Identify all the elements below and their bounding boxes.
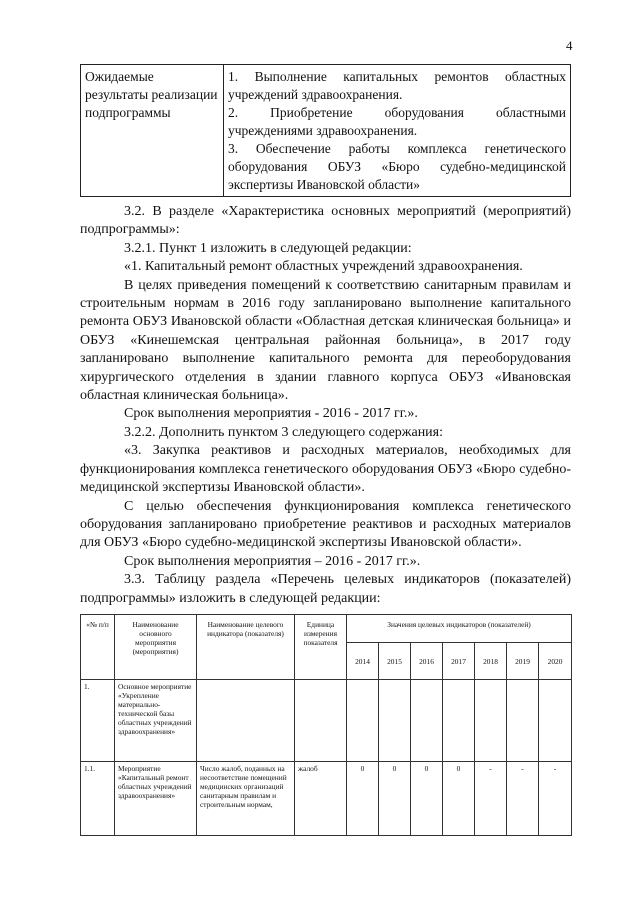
paragraph: 3.2.1. Пункт 1 изложить в следующей редакции: — [124, 240, 412, 256]
row-indicator: Число жалоб, поданных на несоответствие помещений медицинских организаций санитарным правилам и строительным нормам, — [197, 762, 295, 836]
paragraph: «3. Закупка реактивов и расходных материалов, необходимых для функционирования комплекса генетического оборудования ОБУЗ «Бюро судебно-медицинской экспертизы Ивановской области». — [80, 443, 571, 496]
indicators-table — [80, 614, 572, 836]
header-year: 2014 — [347, 643, 379, 680]
row-value — [411, 680, 443, 762]
table-header-row — [81, 615, 572, 643]
paragraph: «1. Капитальный ремонт областных учреждений здравоохранения. — [124, 259, 523, 275]
paragraph: 3.3. Таблицу раздела «Перечень целевых индикаторов (показателей) подпрограммы» изложить в следующей редакции: — [80, 572, 571, 606]
header-year: 2020 — [539, 643, 572, 680]
paragraph: Срок выполнения мероприятия - 2016 - 2017 гг.». — [124, 406, 418, 422]
row-value: - — [507, 762, 539, 836]
row-value — [379, 680, 411, 762]
row-num: 1.1. — [81, 762, 115, 836]
row-value: 0 — [443, 762, 475, 836]
table-row — [81, 762, 572, 836]
expected-results-list — [224, 65, 571, 197]
header-num: «№ п/п — [81, 615, 115, 680]
row-indicator — [197, 680, 295, 762]
header-year: 2016 — [411, 643, 443, 680]
header-year: 2017 — [443, 643, 475, 680]
paragraph: Срок выполнения мероприятия – 2016 - 2017 гг.». — [124, 553, 421, 569]
header-year: 2019 — [507, 643, 539, 680]
row-num: 1. — [81, 680, 115, 762]
paragraph: В целях приведения помещений к соответствию санитарным правилам и строительным нормам в 2016 году запланировано выполнение капитального ремонта ОБУЗ Ивановской области «Областная детская клиническая больница» и ОБУЗ «Кинешемская центральная районная больница», в 2017 году запланировано выполнение капитального ремонта для переоборудования хирургического отделения в здании главного корпуса ОБУЗ «Ивановская областная клиническая больница». — [80, 277, 571, 404]
paragraph: С целью обеспечения функционирования комплекса генетического оборудования запланировано приобретение реактивов и расходных материалов для ОБУЗ «Бюро судебно-медицинской экспертизы Ивановской области». — [80, 498, 571, 551]
paragraph: 3.2.2. Дополнить пунктом 3 следующего содержания: — [124, 424, 444, 440]
row-value: 0 — [379, 762, 411, 836]
list-item: 1. Выполнение капитальных ремонтов областных учреждений здравоохранения. — [228, 69, 566, 102]
header-indicator: Наименование целевого индикатора (показателя) — [197, 615, 295, 680]
row-name: Мероприятие «Капитальный ремонт областных учреждений здравоохранения» — [115, 762, 197, 836]
row-value: - — [539, 762, 572, 836]
header-unit: Единица измерения показателя — [295, 615, 347, 680]
header-year: 2018 — [475, 643, 507, 680]
expected-results-label: Ожидаемые результаты реализации подпрограммы — [81, 65, 224, 197]
page-number: 4 — [566, 38, 573, 53]
header-values: Значения целевых индикаторов (показателей) — [347, 615, 572, 643]
row-value — [475, 680, 507, 762]
table-row — [81, 680, 572, 762]
row-name: Основное мероприятие «Укрепление материально-технической базы областных учреждений здравоохранения» — [115, 680, 197, 762]
row-value: 0 — [411, 762, 443, 836]
document-body — [80, 203, 571, 608]
header-year: 2015 — [379, 643, 411, 680]
paragraph: 3.2. В разделе «Характеристика основных мероприятий (мероприятий) подпрограммы»: — [80, 204, 571, 238]
list-item: 3. Обеспечение работы комплекса генетического оборудования ОБУЗ «Бюро судебно-медицинской экспертизы Ивановской области» — [228, 141, 566, 192]
row-value — [443, 680, 475, 762]
header-name: Наименование основного мероприятия (мероприятия) — [115, 615, 197, 680]
row-unit: жалоб — [295, 762, 347, 836]
row-value — [347, 680, 379, 762]
row-value — [539, 680, 572, 762]
table-row — [81, 65, 571, 197]
row-value: - — [475, 762, 507, 836]
row-value — [507, 680, 539, 762]
list-item: 2. Приобретение оборудования областными учреждениями здравоохранения. — [228, 105, 566, 138]
row-unit — [295, 680, 347, 762]
expected-results-table — [80, 64, 571, 197]
row-value: 0 — [347, 762, 379, 836]
